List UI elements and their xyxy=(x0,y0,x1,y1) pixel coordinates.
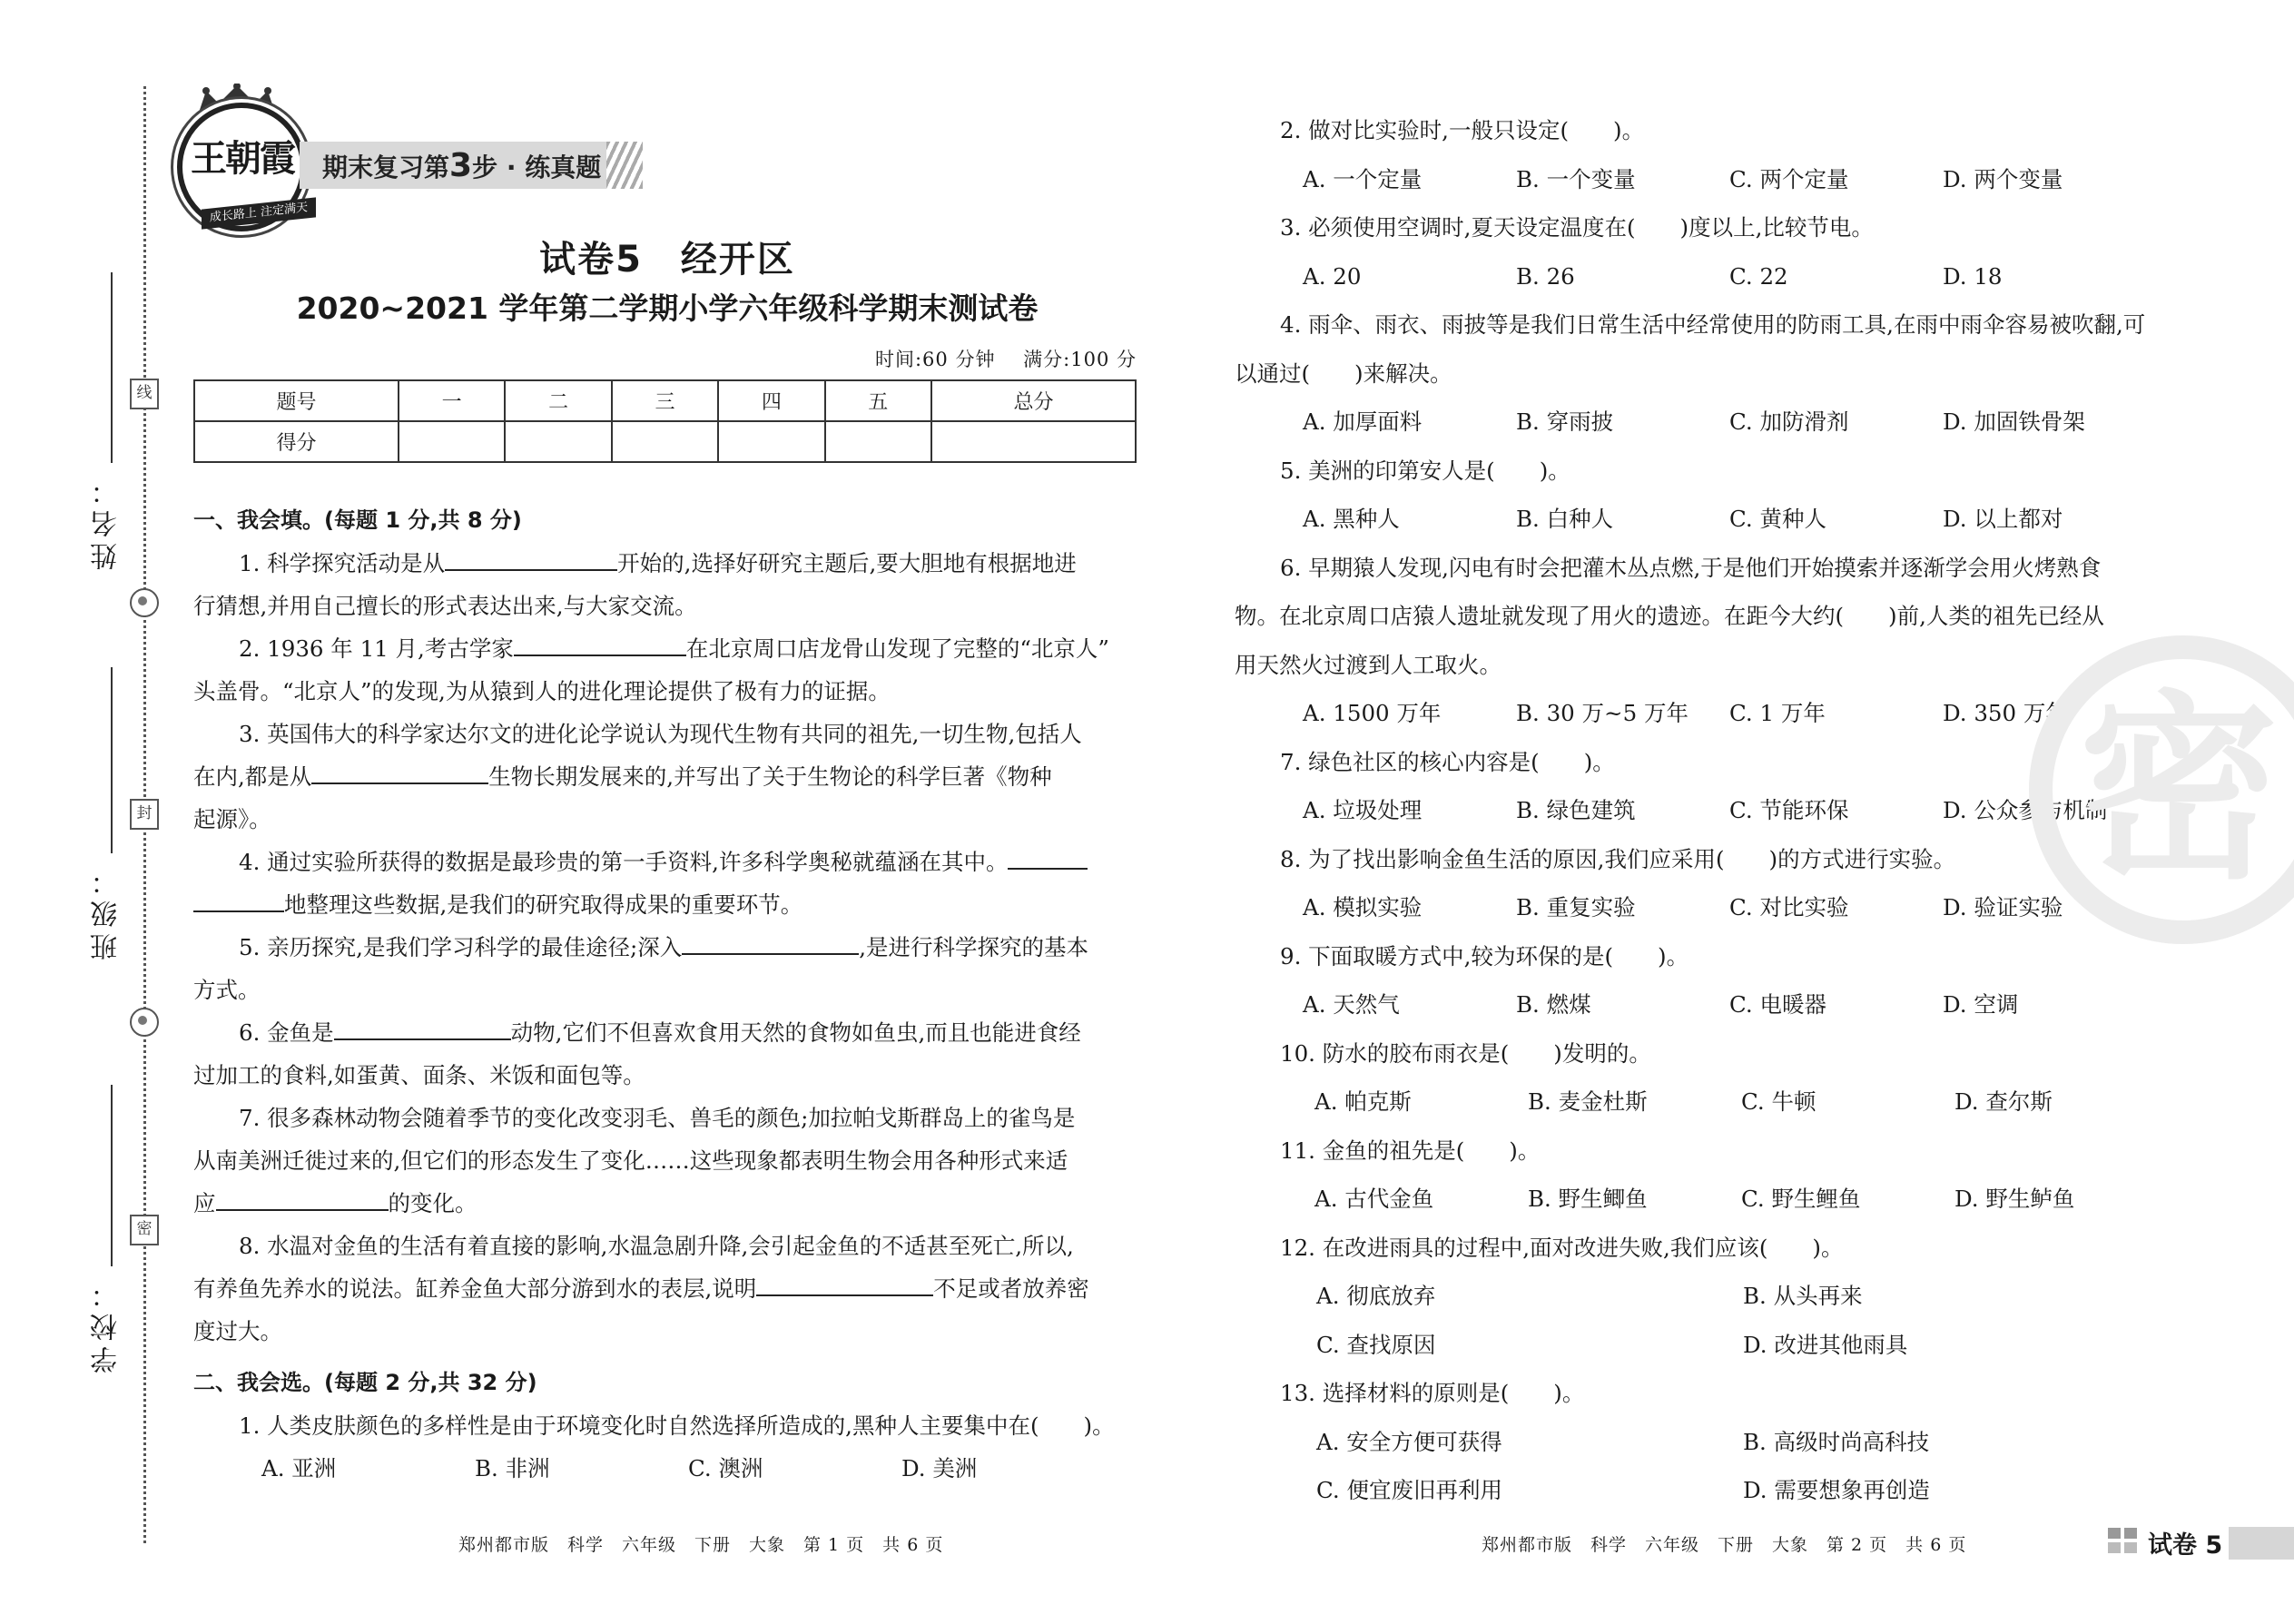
time-and-score-note: 时间:60 分钟 满分:100 分 xyxy=(874,349,1137,370)
option-c[interactable]: C. 牛顿 xyxy=(1741,1088,1816,1115)
fill-question-6-cont: 过加工的食料,如蛋黄、面条、米饭和面包等。 xyxy=(193,1062,645,1088)
option-b[interactable]: B. 野生鲫鱼 xyxy=(1528,1186,1648,1212)
choice-options xyxy=(1235,1175,2215,1224)
fill-question-5-cont: 方式。 xyxy=(193,977,261,1003)
choice-question-6-end: 用天然火过渡到人工取火。 xyxy=(1235,651,1501,678)
option-d[interactable]: D. 查尔斯 xyxy=(1954,1088,2053,1115)
choice-question-9: 9. 下面取暖方式中,较为环保的是( )。 xyxy=(1280,942,1689,969)
choice-options xyxy=(1235,980,2215,1029)
option-b[interactable]: B. 一个变量 xyxy=(1516,165,1636,192)
option-d[interactable]: D. 改进其他雨具 xyxy=(1743,1331,1908,1358)
choice-question-8: 8. 为了找出影响金鱼生活的原因,我们应采用( )的方式进行实验。 xyxy=(1280,845,1956,872)
choice-question-6: 6. 早期猿人发现,闪电有时会把灌木丛点燃,于是他们开始摸索并逐渐学会用火烤熟食 xyxy=(1280,554,2102,581)
option-d[interactable]: D. 验证实验 xyxy=(1943,894,2063,920)
option-a[interactable]: A. 天然气 xyxy=(1303,991,1400,1018)
choice-question-13: 13. 选择材料的原则是( )。 xyxy=(1280,1380,1585,1406)
banner-stripes xyxy=(606,142,643,189)
page-tag-grid-icon xyxy=(2108,1528,2141,1555)
fill-question-8-cont: 有养鱼先养水的说法。缸养金鱼大部分游到水的表层,说明 不足或者放养密 xyxy=(193,1267,1137,1310)
fill-question-3: 3. 英国伟大的科学家达尔文的进化论学说认为现代生物有共同的祖先,一切生物,包括人 xyxy=(239,721,1082,747)
score-header-cell: 一 xyxy=(399,380,505,421)
option-c[interactable]: C. 22 xyxy=(1729,262,1788,290)
option-c[interactable]: C. 便宜废旧再利用 xyxy=(1316,1477,1502,1503)
score-table-header-row xyxy=(194,380,1136,421)
choice-question-3: 3. 必须使用空调时,夏天设定温度在( )度以上,比较节电。 xyxy=(1280,214,1874,241)
score-header-cell: 三 xyxy=(612,380,718,421)
left-column xyxy=(193,499,1137,1490)
option-d[interactable]: D. 空调 xyxy=(1943,991,2019,1018)
option-d[interactable]: D. 公众参与机制 xyxy=(1943,797,2108,823)
option-b[interactable]: B. 30 万~5 万年 xyxy=(1516,700,1689,726)
choice-options xyxy=(1235,1272,2215,1321)
fill-question-7-cont: 从南美洲迁徙过来的,但它们的形态发生了变化……这些现象都表明生物会用各种形式来适 xyxy=(193,1147,1068,1174)
fill-question-1-cont: 行猜想,并用自己擅长的形式表达出来,与大家交流。 xyxy=(193,593,697,619)
option-c[interactable]: C. 两个定量 xyxy=(1729,165,1849,192)
option-b[interactable]: B. 高级时尚高科技 xyxy=(1743,1428,1930,1455)
option-c[interactable]: C. 黄种人 xyxy=(1729,506,1826,532)
binding-ring-bottom xyxy=(130,1008,159,1037)
option-d[interactable]: D. 加固铁骨架 xyxy=(1943,408,2085,435)
paper-title: 试卷5 经开区 xyxy=(539,239,795,281)
school-label: 学校： xyxy=(91,1275,123,1373)
answer-blank[interactable] xyxy=(1008,841,1088,870)
score-input-cell[interactable] xyxy=(505,421,611,462)
section2-heading: 二、我会选。(每题 2 分,共 32 分) xyxy=(193,1370,537,1395)
logo-ribbon: 成长路上 注定满天 xyxy=(202,197,316,229)
fill-question-7: 7. 很多森林动物会随着季节的变化改变羽毛、兽毛的颜色;加拉帕戈斯群岛上的雀鸟是 xyxy=(239,1105,1076,1131)
fill-question-4-cont: 地整理这些数据,是我们的研究取得成果的重要环节。 xyxy=(193,883,1137,926)
answer-blank[interactable] xyxy=(311,755,488,784)
option-a[interactable]: A. 一个定量 xyxy=(1303,165,1423,192)
option-b[interactable]: B. 从头再来 xyxy=(1743,1283,1863,1309)
fill-question-8: 8. 水温对金鱼的生活有着直接的影响,水温急剧升降,会引起金鱼的不适甚至死亡,所以, xyxy=(239,1233,1074,1259)
fill-question-3-cont: 在内,都是从 生物长期发展来的,并写出了关于生物论的科学巨著《物种 xyxy=(193,755,1137,798)
option-a[interactable]: A. 安全方便可获得 xyxy=(1316,1428,1502,1455)
option-c[interactable]: C. 电暖器 xyxy=(1729,991,1826,1018)
option-b[interactable]: B. 燃煤 xyxy=(1516,991,1591,1018)
option-c[interactable]: C. 节能环保 xyxy=(1729,797,1849,823)
option-b[interactable]: B. 白种人 xyxy=(1516,506,1614,532)
option-a[interactable]: A. 亚洲 xyxy=(261,1455,337,1481)
fill-question-2: 2. 1936 年 11 月,考古学家 在北京周口店龙骨山发现了完整的“北京人” xyxy=(193,627,1137,670)
option-b[interactable]: B. 26 xyxy=(1516,262,1575,290)
option-b[interactable]: B. 麦金杜斯 xyxy=(1528,1088,1648,1115)
paper-number-tag: 试卷 5 xyxy=(2148,1531,2223,1560)
option-c[interactable]: C. 澳洲 xyxy=(688,1455,763,1481)
class-label: 班级： xyxy=(91,862,123,960)
option-d[interactable]: D. 以上都对 xyxy=(1943,506,2063,532)
banner-title: 期末复习第3步 · 练真题 xyxy=(322,147,602,184)
logo-name: 王朝霞 xyxy=(191,137,294,180)
score-header-cell: 总分 xyxy=(931,380,1136,421)
option-a[interactable]: A. 1500 万年 xyxy=(1303,700,1442,726)
fill-question-5: 5. 亲历探究,是我们学习科学的最佳途径;深入 ,是进行科学探究的基本 xyxy=(193,926,1137,969)
choice-options xyxy=(1235,252,2215,301)
option-a[interactable]: A. 20 xyxy=(1303,262,1362,290)
option-a[interactable]: A. 帕克斯 xyxy=(1314,1088,1412,1115)
score-header-cell: 二 xyxy=(505,380,611,421)
cut-mark-mi: 密 xyxy=(130,1215,159,1245)
choice-options xyxy=(1235,155,2215,204)
paper-subtitle: 2020~2021 学年第二学期小学六年级科学期末测试卷 xyxy=(296,290,1039,326)
choice-options xyxy=(193,1447,1137,1490)
answer-blank[interactable] xyxy=(193,883,284,912)
choice-options xyxy=(1235,1418,2215,1467)
choice-options xyxy=(1235,1466,2215,1515)
score-input-cell[interactable] xyxy=(612,421,718,462)
answer-blank[interactable] xyxy=(445,542,617,571)
confidential-watermark: 密 xyxy=(2079,674,2279,906)
option-d[interactable]: D. 两个变量 xyxy=(1943,165,2063,192)
answer-blank[interactable] xyxy=(756,1267,933,1296)
option-a[interactable]: A. 古代金鱼 xyxy=(1314,1186,1434,1212)
option-a[interactable]: A. 彻底放弃 xyxy=(1316,1283,1436,1309)
fill-question-8-end: 度过大。 xyxy=(193,1318,282,1344)
option-c[interactable]: C. 对比实验 xyxy=(1729,894,1849,920)
option-a[interactable]: A. 黑种人 xyxy=(1303,506,1400,532)
choice-question-1: 1. 人类皮肤颜色的多样性是由于环境变化时自然选择所造成的,黑种人主要集中在( )。 xyxy=(239,1412,1115,1439)
fill-question-3-end: 起源》。 xyxy=(193,806,271,832)
school-field-line[interactable] xyxy=(111,1085,113,1266)
score-row-label: 得分 xyxy=(194,421,399,462)
option-d[interactable]: D. 需要想象再创造 xyxy=(1743,1477,1930,1503)
choice-question-2: 2. 做对比实验时,一般只设定( )。 xyxy=(1280,117,1645,143)
choice-options xyxy=(1235,1078,2215,1127)
fill-question-6: 6. 金鱼是 动物,它们不但喜欢食用天然的食物如鱼虫,而且也能进食经 xyxy=(193,1011,1137,1054)
choice-question-10: 10. 防水的胶布雨衣是( )发明的。 xyxy=(1280,1039,1651,1067)
score-header-cell: 五 xyxy=(825,380,931,421)
option-c[interactable]: C. 查找原因 xyxy=(1316,1331,1436,1358)
option-d[interactable]: D. 野生鲈鱼 xyxy=(1954,1186,2075,1212)
option-a[interactable]: A. 垃圾处理 xyxy=(1303,797,1423,823)
option-d[interactable]: D. 18 xyxy=(1943,262,2003,290)
choice-options xyxy=(1235,495,2215,544)
score-input-cell[interactable] xyxy=(825,421,931,462)
answer-blank[interactable] xyxy=(514,627,686,656)
cut-mark-xian: 线 xyxy=(130,379,159,409)
score-input-cell[interactable] xyxy=(718,421,824,462)
choice-question-4: 4. 雨伞、雨衣、雨披等是我们日常生活中经常使用的防雨工具,在雨中雨伞容易被吹翻,可 xyxy=(1280,311,2146,338)
option-c[interactable]: C. 加防滑剂 xyxy=(1729,408,1849,435)
choice-options xyxy=(1235,398,2215,447)
option-b[interactable]: B. 绿色建筑 xyxy=(1516,797,1636,823)
option-d[interactable]: D. 美洲 xyxy=(901,1455,978,1481)
page-tag-background xyxy=(2229,1527,2294,1560)
option-d[interactable]: D. 350 万年 xyxy=(1943,700,2068,726)
fill-question-7-end: 应 的变化。 xyxy=(193,1182,1137,1225)
choice-question-11: 11. 金鱼的祖先是( )。 xyxy=(1280,1137,1541,1164)
option-a[interactable]: A. 模拟实验 xyxy=(1303,894,1423,920)
footer-page-1: 郑州都市版 科学 六年级 下册 大象 第 1 页 共 6 页 xyxy=(458,1535,944,1555)
score-input-cell[interactable] xyxy=(931,421,1136,462)
footer-page-2: 郑州都市版 科学 六年级 下册 大象 第 2 页 共 6 页 xyxy=(1482,1535,1967,1555)
name-label: 姓名： xyxy=(91,472,123,570)
option-b[interactable]: B. 重复实验 xyxy=(1516,894,1636,920)
choice-question-4-cont: 以通过( )来解决。 xyxy=(1235,359,1452,387)
binding-ring-top xyxy=(130,588,159,617)
option-c[interactable]: C. 野生鲤鱼 xyxy=(1741,1186,1861,1212)
answer-blank[interactable] xyxy=(216,1182,389,1211)
choice-options xyxy=(1235,1321,2215,1370)
fill-question-1: 1. 科学探究活动是从 开始的,选择好研究主题后,要大胆地有根据地进 xyxy=(193,542,1137,585)
option-b[interactable]: B. 非洲 xyxy=(475,1455,550,1481)
choice-question-7: 7. 绿色社区的核心内容是( )。 xyxy=(1280,748,1615,775)
score-header-cell: 题号 xyxy=(194,380,399,421)
fill-question-2-cont: 头盖骨。“北京人”的发现,为从猿到人的进化理论提供了极有力的证据。 xyxy=(193,678,891,704)
section1-heading: 一、我会填。(每题 1 分,共 8 分) xyxy=(193,507,522,533)
cut-mark-feng: 封 xyxy=(130,799,159,830)
choice-question-6-cont: 物。在北京周口店猿人遗址就发现了用火的遗迹。在距今大约( )前,人类的祖先已经从 xyxy=(1235,603,2104,629)
score-table xyxy=(193,379,1137,463)
answer-blank[interactable] xyxy=(334,1011,511,1040)
option-a[interactable]: A. 加厚面料 xyxy=(1303,408,1423,435)
score-input-cell[interactable] xyxy=(399,421,505,462)
option-b[interactable]: B. 穿雨披 xyxy=(1516,408,1614,435)
option-c[interactable]: C. 1 万年 xyxy=(1729,700,1826,726)
answer-blank[interactable] xyxy=(682,926,859,955)
choice-question-12: 12. 在改进雨具的过程中,面对改进失败,我们应该( )。 xyxy=(1280,1234,1844,1261)
score-header-cell: 四 xyxy=(718,380,824,421)
score-table-score-row xyxy=(194,421,1136,462)
choice-question-5: 5. 美洲的印第安人是( )。 xyxy=(1280,457,1570,484)
fill-question-4: 4. 通过实验所获得的数据是最珍贵的第一手资料,许多科学奥秘就蕴涵在其中。 xyxy=(193,841,1137,883)
class-field-line[interactable] xyxy=(111,667,113,853)
